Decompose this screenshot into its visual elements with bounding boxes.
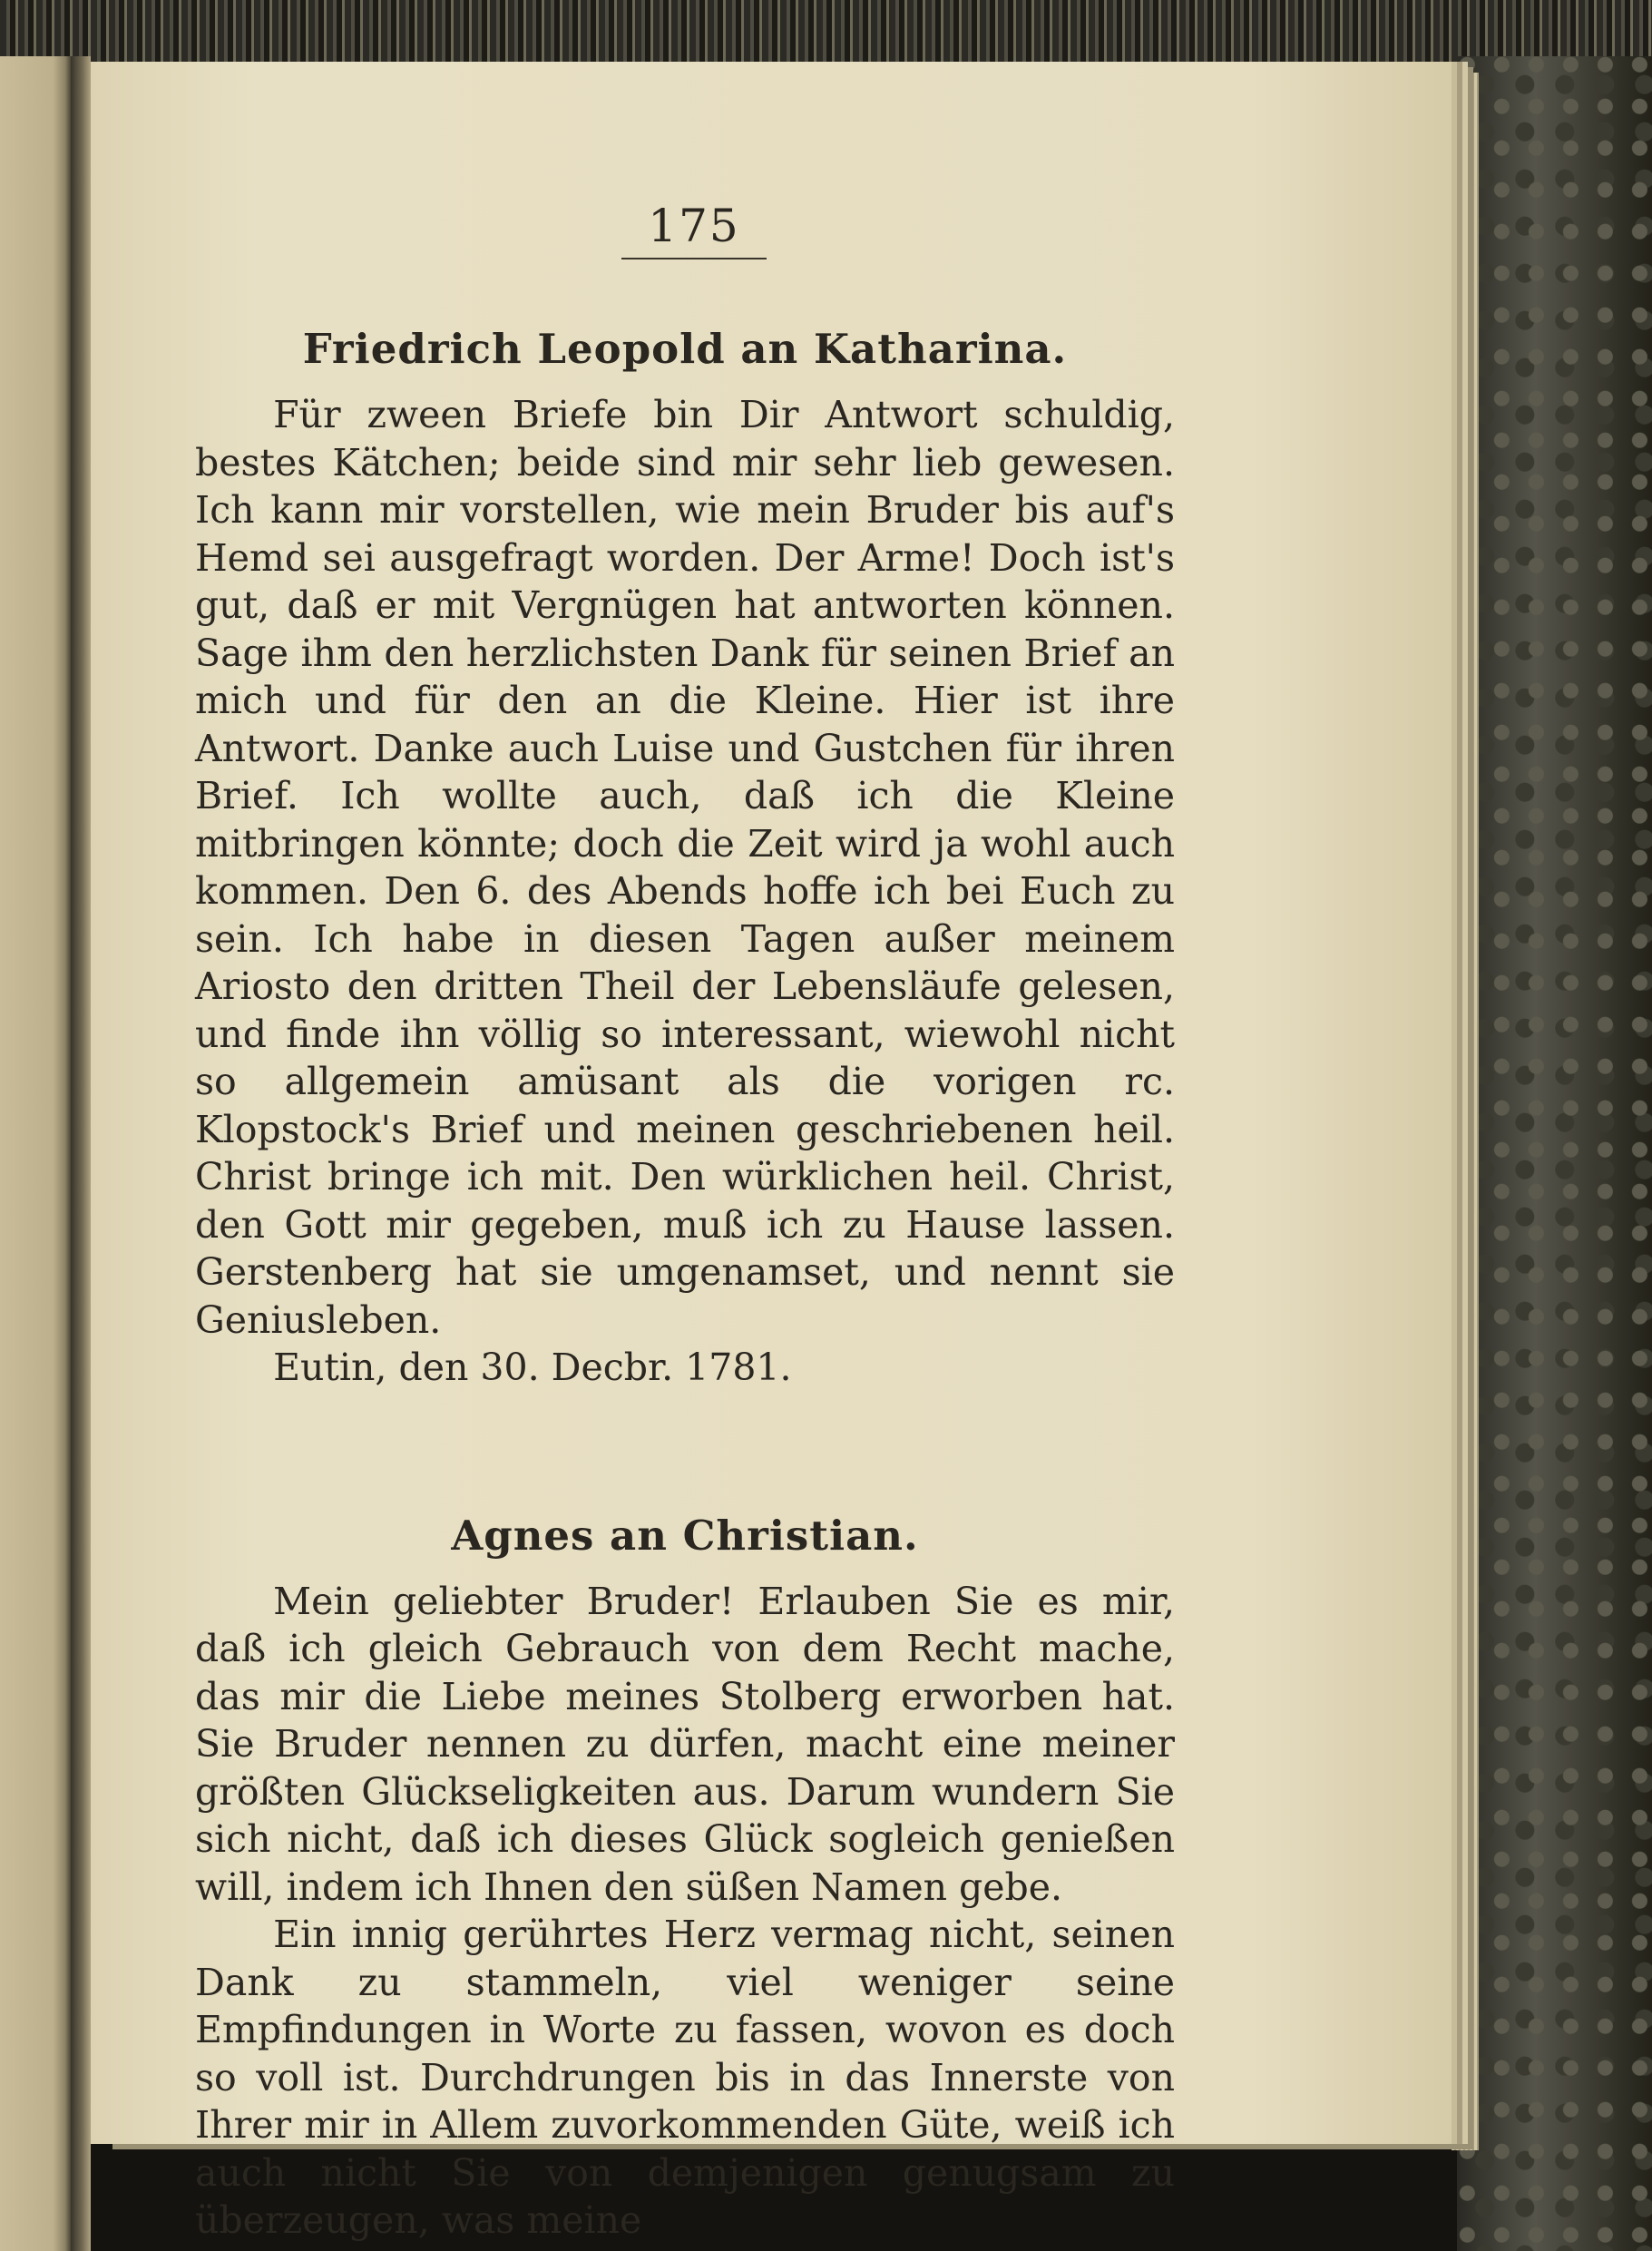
page-content [195,200,1175,2245]
page-block-edges [1452,73,1479,2150]
marbled-cover [1457,56,1652,2251]
book-gutter [71,56,91,2251]
letter-heading: Agnes an Christian. [451,1511,919,1560]
page-number: 175 [621,200,767,259]
facing-page-edge [0,56,71,2251]
letter-paragraph: Ein innig gerührtes Herz vermag nicht, seinen Dank zu stammeln, viel weniger seine Empfindungen in Worte zu fassen, wovon es doch so voll ist. Durchdrungen bis in das Innerste von Ihrer mir in Allem zuvorkommenden Güte, weiß ich auch nicht Sie von demjenigen genugsam zu überzeugen, was meine [195,1913,1175,2242]
letter-paragraph: Für zween Briefe bin Dir Antwort schuldig, bestes Kätchen; beide sind mir sehr lieb gewesen. Ich kann mir vorstellen, wie mein Bruder bis auf's Hemd sei ausgefragt worden. Der Arme! Doch ist's gut, daß er mit Vergnügen hat antworten können. Sage ihm den herzlichsten Dank für seinen Brief an mich und für den an die Kleine. Hier ist ihre Antwort. Danke auch Luise und Gustchen für ihren Brief. Ich wollte auch, daß ich die Kleine mitbringen könnte; doch die Zeit wird ja wohl auch kommen. Den 6. des Abends hoffe ich bei Euch zu sein. Ich habe in diesen Tagen außer meinem Ariosto den dritten Theil der Lebensläufe gelesen, und finde ihn völlig so interessant, wiewohl nicht so allgemein amüsant als die vorigen rc. Klopstock's Brief und meinen geschriebenen heil. Christ bringe ich mit. Den würklichen heil. Christ, den Gott mir gegeben, muß ich zu Hause lassen. Gerstenberg hat sie umgenamset, und nennt sie Geniusleben. [195,393,1175,1342]
letter-heading: Friedrich Leopold an Katharina. [302,325,1068,373]
letter-dateline: Eutin, den 30. Decbr. 1781. [273,1346,792,1389]
letter-paragraph: Mein geliebter Bruder! Erlauben Sie es mir, daß ich gleich Gebrauch von dem Recht mache, das mir die Liebe meines Stolberg erworben hat. Sie Bruder nennen zu dürfen, macht eine meiner größten Glückseligkeiten aus. Darum wundern Sie sich nicht, daß ich dieses Glück sogleich genießen will, indem ich Ihnen den süßen Namen gebe. [195,1579,1175,1909]
